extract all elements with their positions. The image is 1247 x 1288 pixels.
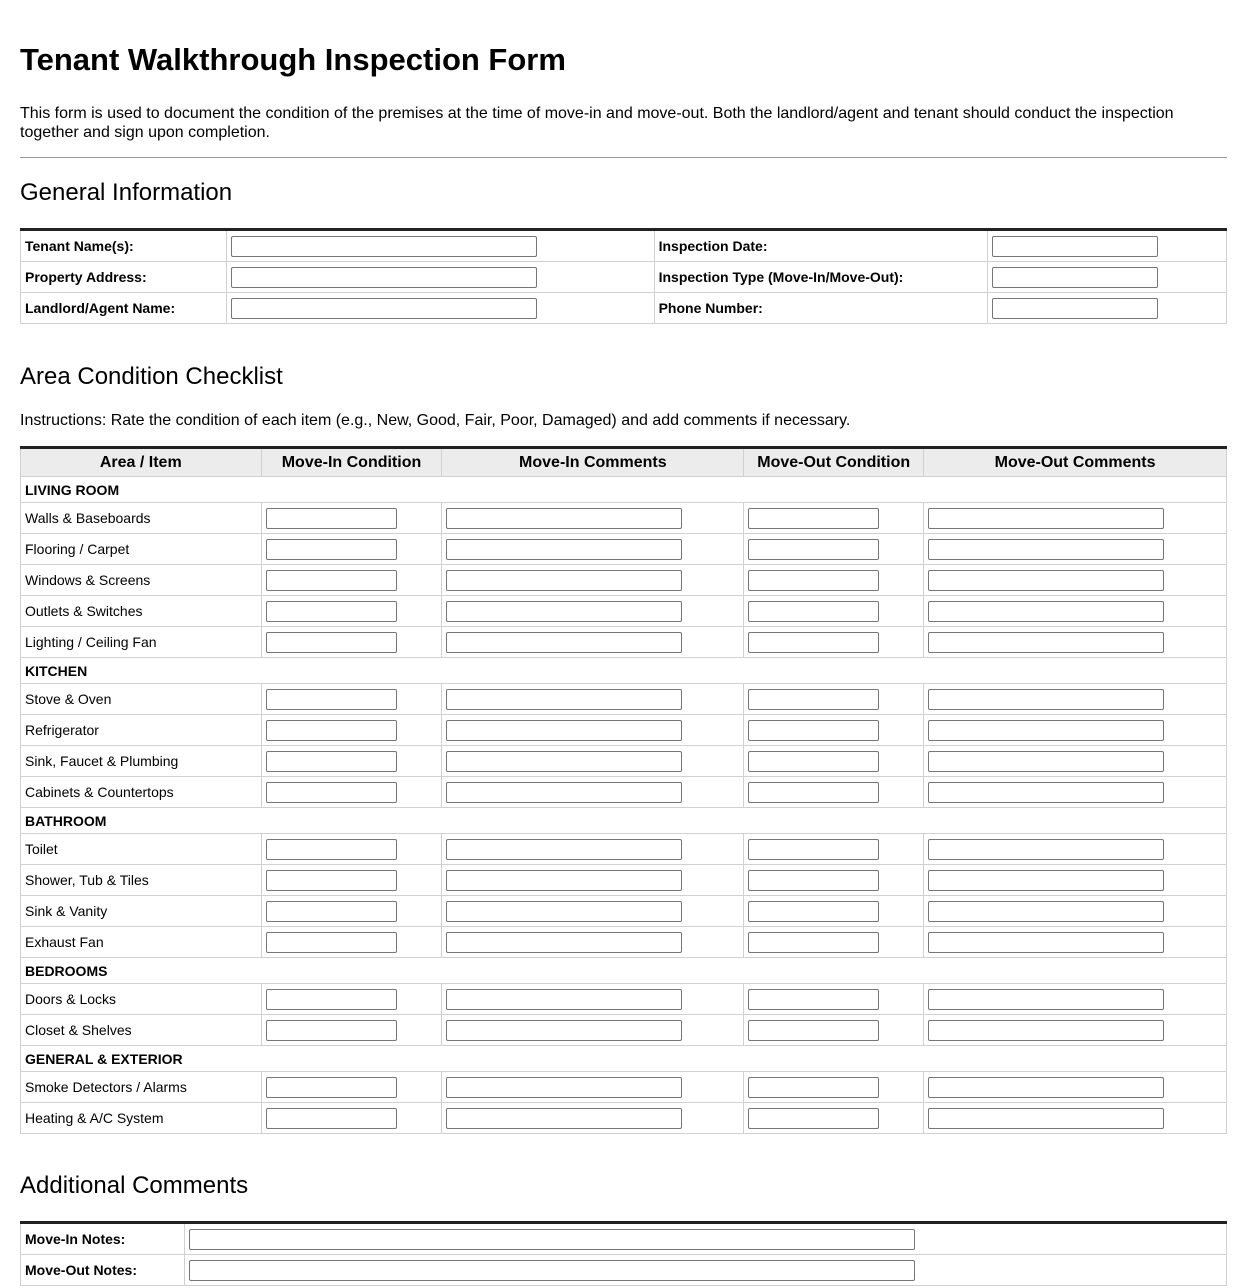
move-out-comments-input[interactable]: [928, 989, 1164, 1010]
move-out-condition-input[interactable]: [748, 1108, 879, 1129]
move-in-condition-cell: [261, 596, 442, 627]
move-out-condition-input[interactable]: [748, 751, 879, 772]
category-row: [21, 658, 1227, 684]
move-out-comments-input[interactable]: [928, 570, 1164, 591]
move-in-condition-cell: [261, 834, 442, 865]
move-out-comments-cell: [924, 1015, 1227, 1046]
landlord-agent-name-input[interactable]: [231, 298, 537, 319]
move-out-comments-input[interactable]: [928, 720, 1164, 741]
checklist-row: [21, 715, 1227, 746]
checklist-instructions: Instructions: Rate the condition of each item (e.g., New, Good, Fair, Poor, Damaged) and add comments if necessary.: [20, 412, 851, 429]
checklist-row: [21, 746, 1227, 777]
item-label: Closet & Shelves: [21, 1015, 262, 1046]
move-out-comments-cell: [924, 896, 1227, 927]
item-label: Outlets & Switches: [21, 596, 262, 627]
move-in-condition-input[interactable]: [266, 839, 397, 860]
move-in-condition-cell: [261, 1015, 442, 1046]
general-info-row: [21, 262, 1227, 293]
tenant-name-s-input[interactable]: [231, 236, 537, 257]
checklist-header-row: [21, 448, 1227, 477]
category-row: [21, 477, 1227, 503]
phone-number-input[interactable]: [992, 298, 1158, 319]
item-label: Exhaust Fan: [21, 927, 262, 958]
checklist-row: [21, 1103, 1227, 1134]
move-out-comments-cell: [924, 1072, 1227, 1103]
move-in-condition-cell: [261, 1103, 442, 1134]
checklist-row: [21, 865, 1227, 896]
move-in-comments-input[interactable]: [446, 601, 682, 622]
checklist-heading: Area Condition Checklist: [20, 363, 283, 390]
checklist-row: [21, 777, 1227, 808]
move-out-comments-input[interactable]: [928, 1108, 1164, 1129]
move-out-condition-input[interactable]: [748, 870, 879, 891]
move-out-condition-input[interactable]: [748, 601, 879, 622]
move-in-comments-input[interactable]: [446, 508, 682, 529]
item-label: Sink, Faucet & Plumbing: [21, 746, 262, 777]
move-in-comments-cell: [442, 684, 744, 715]
inspection-date-label: Inspection Date:: [654, 230, 988, 262]
move-in-comments-input[interactable]: [446, 1020, 682, 1041]
move-in-comments-input[interactable]: [446, 539, 682, 560]
move-in-comments-input[interactable]: [446, 901, 682, 922]
move-in-condition-cell: [261, 715, 442, 746]
move-in-condition-input[interactable]: [266, 601, 397, 622]
move-in-comments-cell: [442, 565, 744, 596]
category-row: [21, 808, 1227, 834]
move-out-condition-cell: [744, 777, 924, 808]
item-label: Doors & Locks: [21, 984, 262, 1015]
move-out-condition-cell: [744, 746, 924, 777]
category-kitchen: KITCHEN: [21, 658, 1227, 684]
move-out-condition-cell: [744, 1015, 924, 1046]
move-out-comments-cell: [924, 984, 1227, 1015]
tenant-name-s-label: Tenant Name(s):: [21, 230, 227, 262]
move-out-comments-cell: [924, 715, 1227, 746]
move-in-comments-cell: [442, 596, 744, 627]
move-out-comments-cell: [924, 596, 1227, 627]
move-in-comments-input[interactable]: [446, 870, 682, 891]
move-in-comments-cell: [442, 1103, 744, 1134]
move-out-comments-input[interactable]: [928, 539, 1164, 560]
move-out-comments-input[interactable]: [928, 689, 1164, 710]
inspection-type-move-in-move-out-cell: [988, 262, 1227, 293]
move-in-condition-input[interactable]: [266, 1077, 397, 1098]
move-out-condition-input[interactable]: [748, 989, 879, 1010]
phone-number-label: Phone Number:: [654, 293, 988, 324]
item-label: Smoke Detectors / Alarms: [21, 1072, 262, 1103]
category-bedrooms: BEDROOMS: [21, 958, 1227, 984]
general-info-row: [21, 293, 1227, 324]
move-in-condition-cell: [261, 503, 442, 534]
category-row: [21, 1046, 1227, 1072]
move-out-comments-cell: [924, 565, 1227, 596]
move-in-condition-input[interactable]: [266, 1020, 397, 1041]
move-out-comments-cell: [924, 746, 1227, 777]
checklist-row: [21, 503, 1227, 534]
item-label: Stove & Oven: [21, 684, 262, 715]
move-in-comments-cell: [442, 865, 744, 896]
move-out-notes-label: Move-Out Notes:: [21, 1255, 185, 1286]
move-out-comments-cell: [924, 534, 1227, 565]
move-out-comments-input[interactable]: [928, 601, 1164, 622]
item-label: Lighting / Ceiling Fan: [21, 627, 262, 658]
additional-comments-table: [20, 1221, 1227, 1286]
move-in-notes-label: Move-In Notes:: [21, 1223, 185, 1255]
move-in-condition-cell: [261, 627, 442, 658]
move-out-comments-input[interactable]: [928, 1020, 1164, 1041]
move-in-comments-input[interactable]: [446, 1108, 682, 1129]
item-label: Refrigerator: [21, 715, 262, 746]
move-in-condition-input[interactable]: [266, 689, 397, 710]
move-out-comments-cell: [924, 834, 1227, 865]
move-in-condition-cell: [261, 777, 442, 808]
move-in-comments-input[interactable]: [446, 839, 682, 860]
move-out-condition-cell: [744, 503, 924, 534]
general-info-table: [20, 228, 1227, 324]
checklist-row: [21, 684, 1227, 715]
notes-row: [21, 1223, 1227, 1255]
move-in-comments-cell: [442, 834, 744, 865]
move-out-condition-input[interactable]: [748, 901, 879, 922]
move-in-notes-input[interactable]: [189, 1229, 915, 1250]
move-in-comments-input[interactable]: [446, 689, 682, 710]
move-out-comments-input[interactable]: [928, 508, 1164, 529]
move-out-condition-cell: [744, 534, 924, 565]
move-out-comments-cell: [924, 503, 1227, 534]
checklist-row: [21, 1072, 1227, 1103]
move-in-condition-cell: [261, 565, 442, 596]
move-in-condition-input[interactable]: [266, 539, 397, 560]
move-in-comments-cell: [442, 896, 744, 927]
move-in-condition-input[interactable]: [266, 751, 397, 772]
landlord-agent-name-label: Landlord/Agent Name:: [21, 293, 227, 324]
move-out-comments-cell: [924, 627, 1227, 658]
move-out-comments-input[interactable]: [928, 870, 1164, 891]
move-out-condition-input[interactable]: [748, 1020, 879, 1041]
item-label: Shower, Tub & Tiles: [21, 865, 262, 896]
inspection-type-move-in-move-out-input[interactable]: [992, 267, 1158, 288]
item-label: Flooring / Carpet: [21, 534, 262, 565]
column-header-area-item: Area / Item: [21, 448, 262, 477]
move-out-condition-cell: [744, 715, 924, 746]
checklist-row: [21, 565, 1227, 596]
general-info-row: [21, 230, 1227, 262]
move-in-comments-cell: [442, 927, 744, 958]
move-in-comments-cell: [442, 534, 744, 565]
move-out-notes-input[interactable]: [189, 1260, 915, 1281]
general-info-heading: General Information: [20, 179, 233, 206]
move-in-condition-input[interactable]: [266, 632, 397, 653]
move-out-condition-cell: [744, 1103, 924, 1134]
move-in-condition-input[interactable]: [266, 720, 397, 741]
move-out-comments-input[interactable]: [928, 632, 1164, 653]
move-in-condition-input[interactable]: [266, 570, 397, 591]
checklist-row: [21, 596, 1227, 627]
move-out-condition-cell: [744, 865, 924, 896]
move-in-comments-input[interactable]: [446, 782, 682, 803]
move-out-comments-cell: [924, 1103, 1227, 1134]
move-out-condition-cell: [744, 596, 924, 627]
move-out-comments-input[interactable]: [928, 751, 1164, 772]
tenant-name-s-cell: [226, 230, 654, 262]
move-in-comments-cell: [442, 984, 744, 1015]
column-header-move-out-condition: Move-Out Condition: [744, 448, 924, 477]
move-out-condition-cell: [744, 896, 924, 927]
category-living-room: LIVING ROOM: [21, 477, 1227, 503]
move-out-condition-input[interactable]: [748, 570, 879, 591]
checklist-row: [21, 927, 1227, 958]
move-out-condition-cell: [744, 565, 924, 596]
phone-number-cell: [988, 293, 1227, 324]
category-row: [21, 958, 1227, 984]
column-header-move-out-comments: Move-Out Comments: [924, 448, 1227, 477]
item-label: Sink & Vanity: [21, 896, 262, 927]
move-in-comments-cell: [442, 627, 744, 658]
property-address-cell: [226, 262, 654, 293]
move-out-condition-input[interactable]: [748, 932, 879, 953]
property-address-input[interactable]: [231, 267, 537, 288]
category-general-exterior: GENERAL & EXTERIOR: [21, 1046, 1227, 1072]
move-in-comments-input[interactable]: [446, 1077, 682, 1098]
move-in-condition-input[interactable]: [266, 1108, 397, 1129]
item-label: Walls & Baseboards: [21, 503, 262, 534]
move-in-condition-cell: [261, 684, 442, 715]
move-in-comments-cell: [442, 1072, 744, 1103]
category-bathroom: BATHROOM: [21, 808, 1227, 834]
item-label: Windows & Screens: [21, 565, 262, 596]
move-in-comments-input[interactable]: [446, 632, 682, 653]
move-in-comments-cell: [442, 777, 744, 808]
move-in-condition-input[interactable]: [266, 932, 397, 953]
move-out-comments-input[interactable]: [928, 1077, 1164, 1098]
move-in-condition-cell: [261, 896, 442, 927]
intro-text: This form is used to document the condition of the premises at the time of move-in and move-out. Both the landlord/agent and tenant should conduct the inspection together and sign upon completion.: [20, 105, 1174, 141]
move-in-comments-cell: [442, 715, 744, 746]
move-out-notes-cell: [184, 1255, 1226, 1286]
move-in-comments-input[interactable]: [446, 989, 682, 1010]
move-out-comments-input[interactable]: [928, 932, 1164, 953]
move-in-comments-cell: [442, 746, 744, 777]
move-out-condition-input[interactable]: [748, 782, 879, 803]
move-in-condition-input[interactable]: [266, 870, 397, 891]
column-header-move-in-condition: Move-In Condition: [261, 448, 442, 477]
move-out-comments-input[interactable]: [928, 839, 1164, 860]
checklist-row: [21, 1015, 1227, 1046]
move-in-condition-input[interactable]: [266, 508, 397, 529]
move-out-condition-cell: [744, 1072, 924, 1103]
checklist-row: [21, 534, 1227, 565]
move-out-condition-input[interactable]: [748, 1077, 879, 1098]
move-out-condition-cell: [744, 684, 924, 715]
move-out-condition-input[interactable]: [748, 689, 879, 710]
move-in-condition-cell: [261, 865, 442, 896]
move-in-comments-input[interactable]: [446, 751, 682, 772]
move-in-comments-cell: [442, 503, 744, 534]
move-in-condition-cell: [261, 534, 442, 565]
move-in-comments-input[interactable]: [446, 932, 682, 953]
divider: [20, 157, 1227, 158]
move-out-comments-cell: [924, 865, 1227, 896]
move-in-comments-cell: [442, 1015, 744, 1046]
move-out-comments-cell: [924, 777, 1227, 808]
move-in-condition-cell: [261, 927, 442, 958]
item-label: Toilet: [21, 834, 262, 865]
checklist-row: [21, 984, 1227, 1015]
checklist-row: [21, 834, 1227, 865]
move-out-condition-cell: [744, 627, 924, 658]
move-out-comments-input[interactable]: [928, 782, 1164, 803]
move-out-condition-input[interactable]: [748, 539, 879, 560]
item-label: Heating & A/C System: [21, 1103, 262, 1134]
move-in-comments-input[interactable]: [446, 570, 682, 591]
move-in-comments-input[interactable]: [446, 720, 682, 741]
inspection-type-move-in-move-out-label: Inspection Type (Move-In/Move-Out):: [654, 262, 988, 293]
move-in-condition-cell: [261, 746, 442, 777]
move-in-condition-input[interactable]: [266, 989, 397, 1010]
item-label: Cabinets & Countertops: [21, 777, 262, 808]
notes-row: [21, 1255, 1227, 1286]
move-in-condition-cell: [261, 984, 442, 1015]
additional-comments-heading: Additional Comments: [20, 1172, 249, 1199]
move-out-condition-input[interactable]: [748, 632, 879, 653]
page-title: Tenant Walkthrough Inspection Form: [20, 42, 566, 77]
move-out-condition-cell: [744, 927, 924, 958]
move-in-condition-input[interactable]: [266, 782, 397, 803]
move-out-condition-input[interactable]: [748, 720, 879, 741]
inspection-date-cell: [988, 230, 1227, 262]
property-address-label: Property Address:: [21, 262, 227, 293]
move-in-condition-input[interactable]: [266, 901, 397, 922]
move-out-comments-cell: [924, 684, 1227, 715]
move-out-condition-input[interactable]: [748, 508, 879, 529]
move-in-notes-cell: [184, 1223, 1226, 1255]
inspection-date-input[interactable]: [992, 236, 1158, 257]
landlord-agent-name-cell: [226, 293, 654, 324]
move-out-condition-cell: [744, 834, 924, 865]
move-out-condition-cell: [744, 984, 924, 1015]
column-header-move-in-comments: Move-In Comments: [442, 448, 744, 477]
checklist-row: [21, 896, 1227, 927]
move-out-condition-input[interactable]: [748, 839, 879, 860]
move-out-comments-cell: [924, 927, 1227, 958]
checklist-table: [20, 446, 1227, 1134]
move-in-condition-cell: [261, 1072, 442, 1103]
checklist-row: [21, 627, 1227, 658]
move-out-comments-input[interactable]: [928, 901, 1164, 922]
